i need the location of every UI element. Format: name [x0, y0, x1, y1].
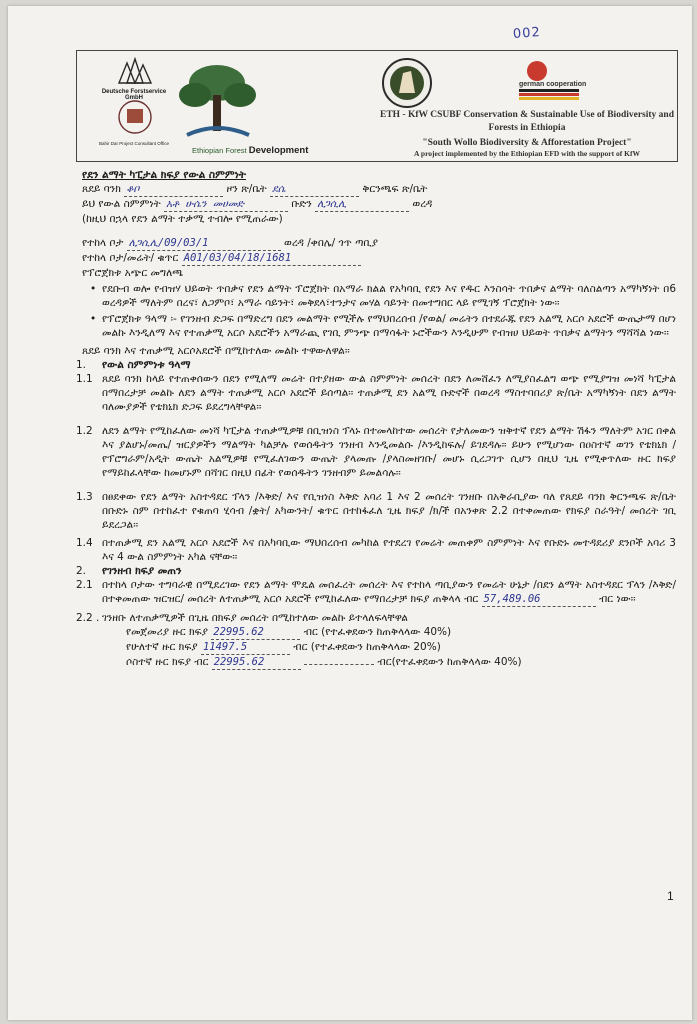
efd-caption — [192, 145, 308, 156]
clause-number: 1.3 — [76, 491, 93, 503]
bank-zone-row — [82, 182, 676, 197]
parenthetical-row: (ከዚህ በኋላ የደን ልማት ተቃሚ ተብሎ የሚጠራው) — [82, 213, 283, 225]
clause-number: 1.2 — [76, 425, 93, 437]
clause-number: 2.2 . — [76, 612, 100, 624]
site-row — [82, 236, 676, 251]
woreda-label: ወረዳ — [412, 198, 433, 210]
dfs-office: Bahir Dar Project Consultant Office — [99, 141, 169, 146]
clause-1-3 — [76, 490, 676, 532]
payment-suffix: ብር(የተፈቀደውን ከጠቅላላው 40%) — [377, 656, 522, 668]
payment-amount: 22995.62 — [211, 625, 300, 640]
code-value: A01/03/04/18/1681 — [182, 251, 361, 266]
bullet-item: • የደቡብ ወሎ የብዝሃ ህይወት ጥበቃና የደን ልማት ፕሮጀክት በአማራ ክልል የአካባቢ የደን እና የዱር እንስሳት ጥበቃና ልማት ባለስልጣን አማካኝነት በ6 ወረዳዎች ማለትም በረና፣ ለጋምቦ፣ አማራ ሳይንት፣ መቅደላ፣ተንታና መሃል ሳይንት በመተግበር ላይ የሚገኝ ፕሮጀክት ነው፡፡ — [76, 282, 676, 310]
form-title: የደን ልማት ካፒታል ክፍያ የውል ስምምነት — [82, 169, 246, 181]
clause-text: በተከላ ቦታው ተግባራዊ በሚደረገው የደን ልማት ሞዴል መሰፈረት መሰረት እና የተከላ ጣቢያውን የመሬት ሁኔታ /በደን ልማት አስተዳደር ፕላን /እቅድ/ በተቀመጠው ዝርዝር/ መሰረት ለተጠቃሚ አርሶ አደሮች የሚከፈለው የማበረታቻ ክፍያ ጠቅላላ ብር — [102, 579, 676, 605]
letterhead — [76, 50, 678, 162]
clause-number: 1.1 — [76, 373, 93, 385]
payment-label: የመጀመሪያ ዙር ክፍያ — [126, 626, 208, 638]
document-sheet — [8, 6, 692, 1020]
letterhead-text — [377, 109, 677, 159]
clause-text: ለደን ልማት የሚከፈለው መነሻ ካፒታል ተጠቃሚዎቹ በቢዝነስ ፕላኑ በተመላከተው መሰረት የታለመውን ዝቅተኛ የደን ልማት ሽፋን ማለትም አገር በቀል እና ያልሆኑ/መጤ/ ዝርያዎችን ማልማት ካልቻሉ የወሰዱትን ገንዘብ እንዲመልሱ /እንዲከፍሉ/ ይገደዳሉ፡፡ ይሁን የሚሆነው በዐስተኛ ወገን የቴክኒክ /የፕሮግራም/አዲት ውጤት አልሚዎቹ የሚፈለገውን ውጤት ያላመጡ /ያላስመዘገቡ/ መሆኑ ሲረጋገጥ ሲሆን በዚህ ጊዜ የሚቀጥለው ዙር ክፍያ የማይከፈላቸው ከመሆኑም በሻገር በዚህ በፊት የወሰዱትን ገንዘብም ይመልሳሉ፡፡ — [102, 425, 676, 479]
clause-text: ጸደይ ባንክ ከላይ የተጠቀሰውን በደን የሚለማ መሬት በተያዘው ውል ስምምነት መሰረት በደን ለመሸፈን ለሚያስፈልግ ወጭ የሚያግዝ መነሻ ካፒታል በማበረታቻ መልኩ ለደን ልማት ተጠቃሚ አርሶ አደሮች ይሰጣል፡፡ ተጠቃሚ ደን አልሚ ቡድኖች በወረዳ ማስተባበሪያ ጽ/ቤት አማካኝነት በደን ልማት ባለሙያዎች የቴክኒክ ድጋፍ ይደረግላቸዋል፡፡ — [102, 373, 676, 413]
section-1-heading — [76, 358, 676, 372]
clause-number: 1.4 — [76, 537, 93, 549]
efd-caption-prefix: Ethiopian Forest — [192, 146, 247, 155]
stamp-number: 002 — [512, 25, 542, 42]
section-2-heading — [76, 564, 676, 578]
section-title: የገንዘብ ክፍያ መጠን — [102, 565, 182, 577]
giz-label: german cooperation — [519, 81, 587, 88]
ethiopia-seal-icon — [383, 59, 431, 107]
agreement-party-value: አቶ ሁሴን መሀመድ — [164, 197, 288, 212]
payment-row-2 — [82, 640, 676, 655]
payment-suffix: ብር (የተፈቀደውን ከጠቅላላው 40%) — [303, 626, 452, 638]
payment-blank-line — [304, 664, 374, 665]
efd-tree-icon — [179, 65, 256, 135]
letterhead-title-line2: Forests in Ethiopia — [488, 123, 566, 133]
letterhead-implementation-line: A project implemented by the Ethiopian EFD with the support of KfW — [414, 149, 640, 158]
clause-1-4 — [76, 536, 676, 564]
clause-2-2 — [76, 611, 676, 625]
code-label: የተከላ ቦታ/መሬት/ ቁጥር — [82, 252, 179, 264]
payment-suffix: ብር (የተፈቀደውን ከጠቅላላው 20%) — [293, 641, 441, 653]
clause-number: 2.1 — [76, 579, 93, 591]
section-title: የውል ስምምነቱ ዓላማ — [102, 359, 191, 371]
document-content — [76, 168, 676, 670]
clause-2-1 — [76, 578, 676, 607]
clause-text: በፀደቀው የደን ልማት አስተዳደር ፕላን /እቅድ/ እና የቢዝነስ እቅድ አባሪ 1 እና 2 መሰረት ገንዘቡ በአቅራቢያው ባለ የጸደይ ባንክ ቅርንጫፍ ጽ/ቤት በቡድኑ ስም በተከፈተ የቁጠባ ሂሳብ /ቋት/ አካውንት/ ቁጥር በተከፋፈለ ጊዜ ክፍያ /ክ/ች በአንቀጽ 2.2 በተቀመጠው የክፍያ ስራዓት/ መሰረት ገቢ ይደረጋል፡፡ — [102, 491, 676, 531]
site-suffix: ወረዳ /ቀበሌ/ ጎጥ ጣቢያ — [284, 237, 378, 249]
bank-branch-value: ቆቦ — [124, 182, 223, 197]
payment-row-1 — [82, 625, 676, 640]
background-title: የፕሮጀክቱ አጭር መግለጫ — [82, 267, 184, 279]
intro-line: ጸደይ ባንክ እና ተጠቃሚ አርሶአደሮች በሚከተለው መልኩ ተዋውለዋል፡፡ — [82, 345, 350, 357]
letterhead-project-line: "South Wollo Biodiversity & Afforestation Project" — [422, 138, 632, 148]
clause-text: በተጠቃሚ ደን አልሚ አርሶ አደሮች እና በአካባቢው ማህበረሰብ መካከል የተደረገ የመሬት መጠቀም ስምምነት እና የቡድኑ መተዳደሪያ ደንቦች አባሪ 3 እና 4 ውል ስምምነት አካል ናቸው፡፡ — [102, 537, 676, 563]
clause-end: ነው፡፡ — [616, 593, 636, 605]
bank-label: ጸደይ ባንክ — [82, 183, 121, 195]
code-row — [82, 251, 676, 266]
total-amount-currency: ብር — [598, 593, 614, 605]
total-amount-value: 57,489.06 — [482, 592, 596, 607]
group-label: ቡድን — [291, 198, 312, 210]
dfs-name: Deutsche Forstservice GmbH — [101, 89, 167, 101]
payment-row-3 — [82, 655, 676, 670]
zone-value: ደሴ — [270, 182, 359, 197]
section-number: 2. — [76, 565, 87, 577]
bullet-item: • የፕሮጀክቱ ዓላማ ፡- የገንዘብ ድጋፍ በማድረግ በደን መልማት የሚችሉ የማህበረሰብ /የወል/ መሬትን በተደራጁ የደን አልሚ አርሶ አደሮች ውጤታማ በሆነ መልኩ እንዲለማ እና የተጠቃሚ አርሶ አደሮችን አማራጪ የገቢ ምንጭ በማሳፋት ኑሮችውን እንዲሁም የብዝሀ ህይወት ጥበቃና ልማትን ማሻሻል ነው፡፡ — [76, 312, 676, 340]
agreement-row — [82, 197, 676, 212]
clause-1-2 — [76, 424, 676, 480]
efd-caption-bold: Development — [248, 145, 309, 156]
branch-label: ቅርንጫፍ ጽ/ቤት — [362, 183, 428, 195]
payment-amount: 11497.5 — [201, 640, 290, 655]
payment-label: ሶስተኛ ዙር ክፍያ ብር — [126, 656, 209, 668]
group-value: ለጋሲሊ — [315, 197, 409, 212]
site-value: ለጋሲሊ/09/03/1 — [127, 236, 281, 251]
page-number: 1 — [667, 889, 674, 903]
site-label: የተከላ ቦታ — [82, 237, 124, 249]
payment-label: የሁለተኛ ዙር ክፍያ — [126, 641, 198, 653]
agreement-label: ይህ የውል ስምምነት — [82, 198, 161, 210]
zone-label: ዞን ጽ/ቤት — [226, 183, 267, 195]
clause-1-1 — [76, 372, 676, 414]
section-number: 1. — [76, 359, 87, 371]
clause-text: ገንዘቡ ለተጠቃሚዎች በጊዜ በክፍያ መሰረት በሚከተለው መልኩ ይተላለፍላቸዋል — [102, 612, 408, 624]
letterhead-title-line1: ETH - KfW CSUBF Conservation & Sustainable Use of Biodiversity and — [380, 110, 674, 120]
payment-amount: 22995.62 — [212, 655, 301, 670]
